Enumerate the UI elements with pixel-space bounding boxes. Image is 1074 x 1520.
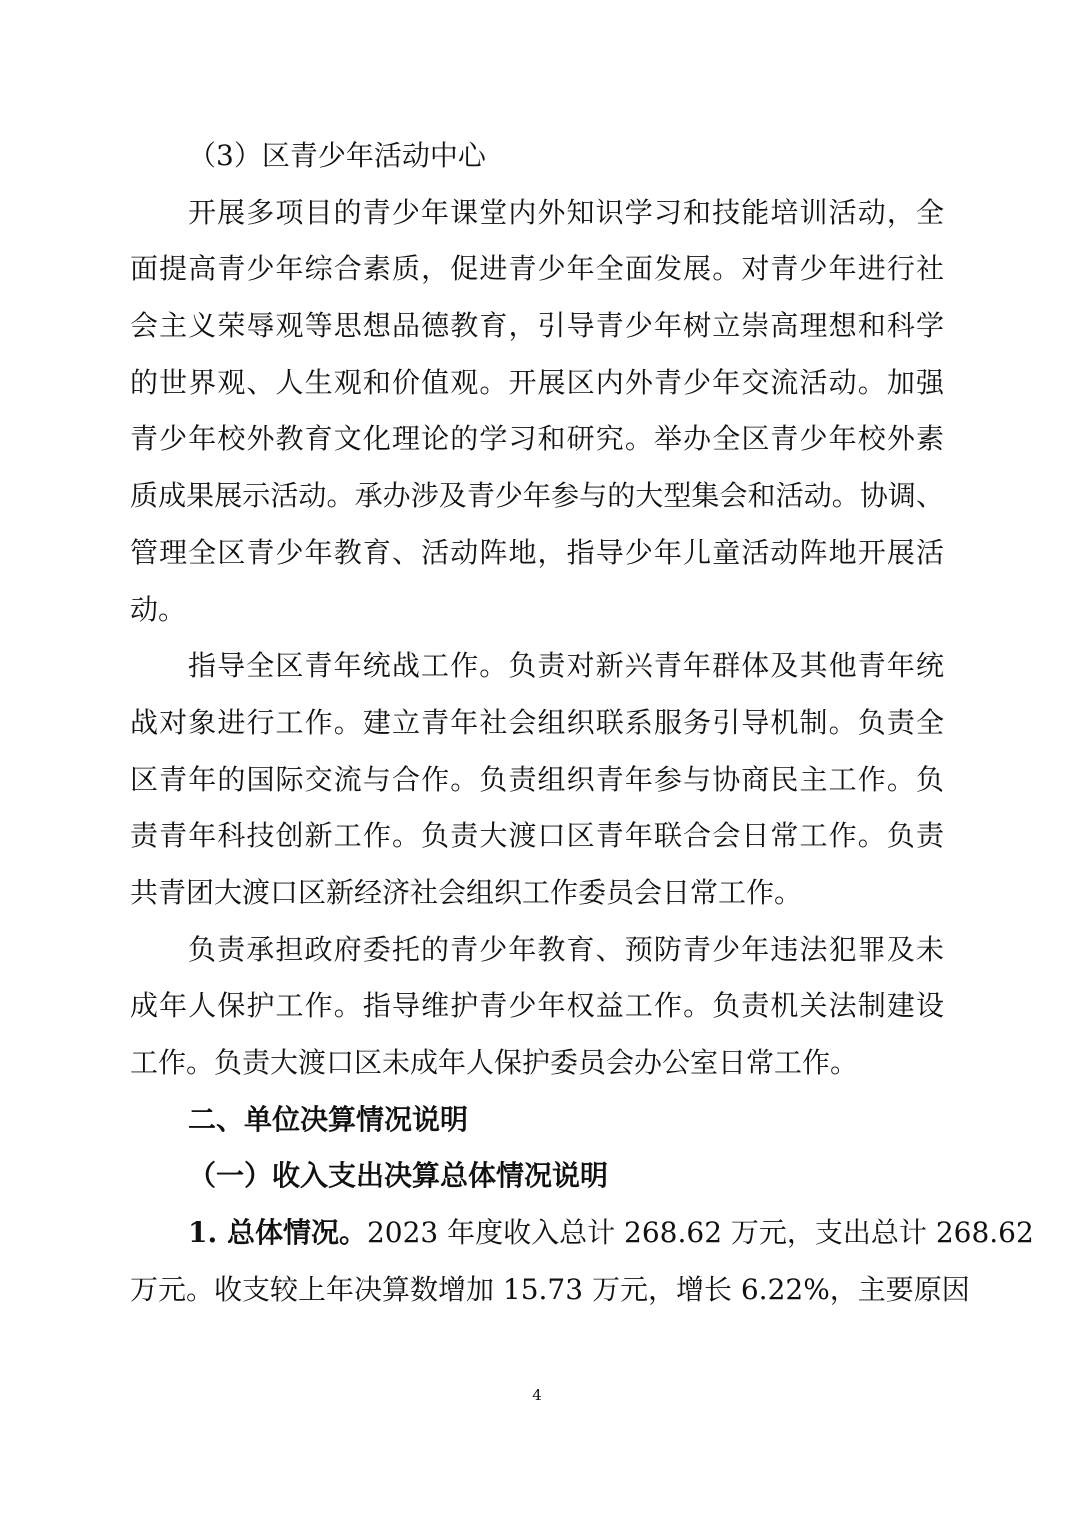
text-line xyxy=(130,1205,1034,1262)
paragraph xyxy=(130,638,944,921)
text-line: （一）收入支出决算总体情况说明 xyxy=(188,1159,609,1193)
text-line: 区青年的国际交流与合作。负责组织青年参与协商民主工作。负 xyxy=(130,762,944,796)
text-line: 万元。收支较上年决算数增加 15.73 万元，增长 6.22%，主要原因 xyxy=(130,1272,970,1306)
document-body xyxy=(130,128,1034,1318)
paragraph xyxy=(130,922,944,1092)
text-line: 负责承担政府委托的青少年教育、预防青少年违法犯罪及未 xyxy=(188,932,944,966)
text-line: 青少年校外教育文化理论的学习和研究。举办全区青少年校外素 xyxy=(130,422,944,456)
text-line: 指导全区青年统战工作。负责对新兴青年群体及其他青年统 xyxy=(188,649,944,683)
summary-lead: 1. 总体情况。 xyxy=(188,1216,367,1250)
text-line: 开展多项目的青少年课堂内外知识学习和技能培训活动，全 xyxy=(188,195,944,229)
text-line: （3）区青少年活动中心 xyxy=(188,139,486,172)
paragraph xyxy=(130,185,944,639)
text-line: 会主义荣辱观等思想品德教育，引导青少年树立崇高理想和科学 xyxy=(130,309,944,343)
page-number: 4 xyxy=(532,1386,542,1404)
summary-text: 2023 年度收入总计 268.62 万元，支出总计 268.62 xyxy=(366,1216,1034,1250)
text-line: 面提高青少年综合素质，促进青少年全面发展。对青少年进行社 xyxy=(130,252,944,286)
text-line: 战对象进行工作。建立青年社会组织联系服务引导机制。负责全 xyxy=(130,705,944,739)
text-line: 质成果展示活动。承办涉及青少年参与的大型集会和活动。协调、 xyxy=(130,479,944,513)
text-line: 管理全区青少年教育、活动阵地，指导少年儿童活动阵地开展活 xyxy=(130,535,944,569)
text-line: 共青团大渡口区新经济社会组织工作委员会日常工作。 xyxy=(130,875,803,909)
text-line: 工作。负责大渡口区未成年人保护委员会办公室日常工作。 xyxy=(130,1046,859,1079)
section-heading xyxy=(130,1092,944,1149)
text-line: 动。 xyxy=(130,592,187,626)
section-heading xyxy=(130,1148,944,1205)
text-line: 二、单位决算情况说明 xyxy=(188,1102,469,1136)
text-line: 成年人保护工作。指导维护青少年权益工作。负责机关法制建设 xyxy=(130,989,944,1023)
summary-paragraph xyxy=(130,1205,1034,1318)
text-line: 的世界观、人生观和价值观。开展区内外青少年交流活动。加强 xyxy=(130,365,944,399)
subsection-heading xyxy=(130,128,944,185)
text-line: 责青年科技创新工作。负责大渡口区青年联合会日常工作。负责 xyxy=(130,819,944,853)
